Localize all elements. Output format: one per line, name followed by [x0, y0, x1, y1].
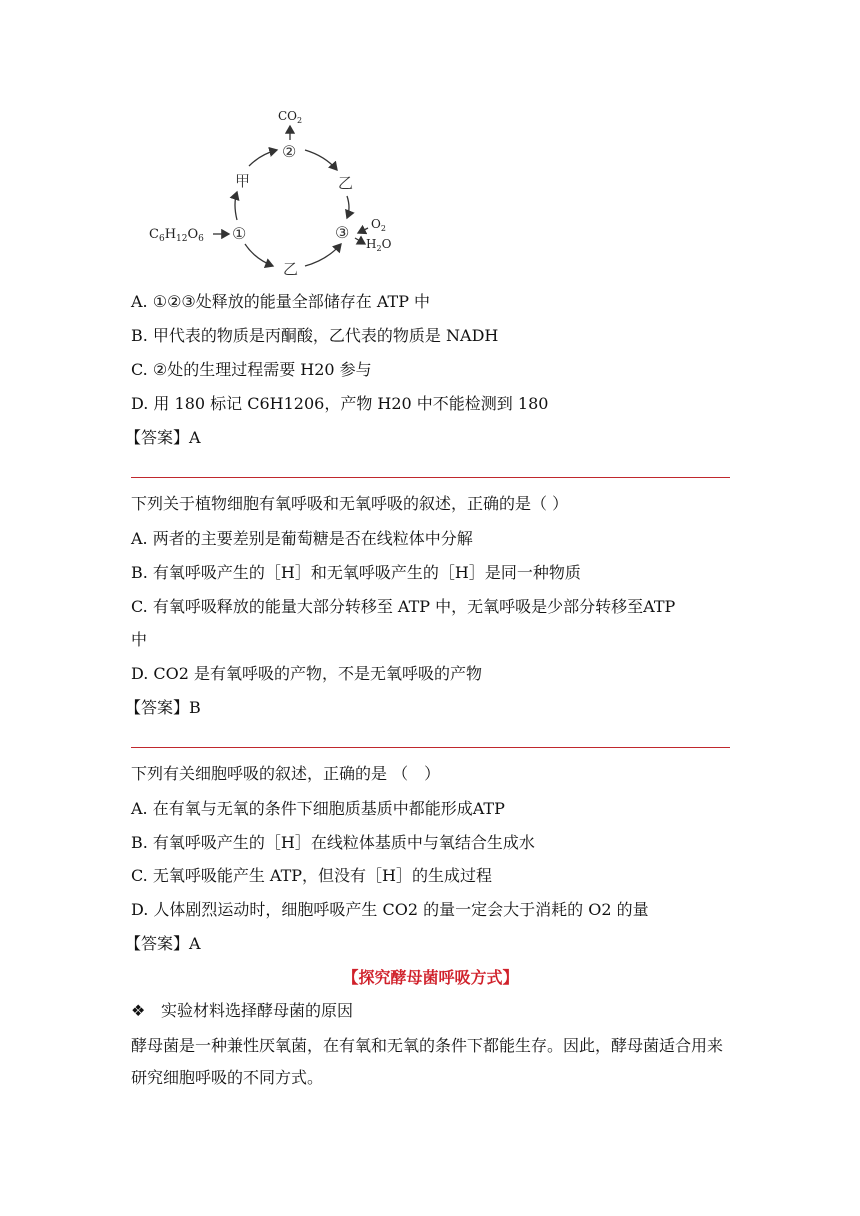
- q3-option-d: D. 人体剧烈运动时，细胞呼吸产生 CO2 的量一定会大于消耗的 O2 的量: [131, 900, 649, 919]
- arrow-yi-to-3: [347, 196, 349, 218]
- arrow-yi-bottom-to-3: [305, 244, 341, 266]
- respiration-cycle-diagram: [145, 104, 415, 276]
- q2-option-b: B. 有氧呼吸产生的［H］和无氧呼吸产生的［H］是同一种物质: [131, 563, 581, 582]
- q1-option-c: C. ②处的生理过程需要 H20 参与: [131, 360, 372, 379]
- node-1: ①: [232, 224, 247, 243]
- arrow-2-to-yi: [305, 150, 337, 170]
- label-jia: 甲: [235, 172, 251, 190]
- q1-option-d: D. 用 180 标记 C6H1206，产物 H20 中不能检测到 180: [131, 394, 549, 413]
- co2-label: $CO_2$: [278, 109, 303, 125]
- bullet-diamond-icon: ❖: [131, 1001, 146, 1020]
- q2-stem: 下列关于植物细胞有氧呼吸和无氧呼吸的叙述，正确的是（ ）: [131, 494, 569, 513]
- q2-option-c-cont: 中: [131, 630, 148, 649]
- arrow-1-to-jia: [235, 192, 237, 220]
- arrow-1-to-yi-bottom: [245, 244, 273, 266]
- q3-answer: 【答案】A: [125, 934, 201, 953]
- q3-stem: 下列有关细胞呼吸的叙述，正确的是 （ ）: [131, 764, 441, 783]
- q3-option-a: A. 在有氧与无氧的条件下细胞质基质中都能形成ATP: [131, 799, 505, 818]
- q1-option-b: B. 甲代表的物质是丙酮酸，乙代表的物质是 NADH: [131, 326, 499, 345]
- q3-option-c: C. 无氧呼吸能产生 ATP，但没有［H］的生成过程: [131, 866, 493, 885]
- q1-option-a: A. ①②③处释放的能量全部储存在 ATP 中: [131, 292, 431, 311]
- q2-option-c: C. 有氧呼吸释放的能量大部分转移至 ATP 中，无氧呼吸是少部分转移至ATP: [131, 597, 676, 616]
- section-paragraph: 酵母菌是一种兼性厌氧菌，在有氧和无氧的条件下都能生存。因此，酵母菌适合用来研究细胞呼吸的不同方式。: [131, 1036, 724, 1087]
- node-3: ③: [335, 223, 350, 242]
- q1-answer: 【答案】A: [125, 428, 201, 447]
- arrow-jia-to-2: [249, 150, 277, 166]
- bullet-text: 实验材料选择酵母菌的原因: [161, 1001, 354, 1020]
- divider-2: [131, 747, 730, 748]
- q2-option-d: D. CO2 是有氧呼吸的产物，不是无氧呼吸的产物: [131, 664, 483, 683]
- h2o-label: $H_2O$: [366, 237, 392, 253]
- section-title: 【探究酵母菌呼吸方式】: [342, 968, 519, 987]
- h2o-arrow: [355, 238, 365, 244]
- label-yi-bottom: 乙: [283, 260, 299, 276]
- section-bullet: [131, 999, 353, 1023]
- o2-label: $O_2$: [371, 217, 386, 233]
- q2-option-a: A. 两者的主要差别是葡萄糖是否在线粒体中分解: [131, 529, 473, 548]
- label-yi-right: 乙: [338, 174, 354, 192]
- o2-arrow: [358, 228, 368, 233]
- q2-answer: 【答案】B: [125, 698, 201, 717]
- divider-1: [131, 477, 730, 478]
- substrate-formula: $C_6H_{12}O_6$: [149, 227, 204, 244]
- node-2: ②: [282, 142, 297, 161]
- q3-option-b: B. 有氧呼吸产生的［H］在线粒体基质中与氧结合生成水: [131, 833, 535, 852]
